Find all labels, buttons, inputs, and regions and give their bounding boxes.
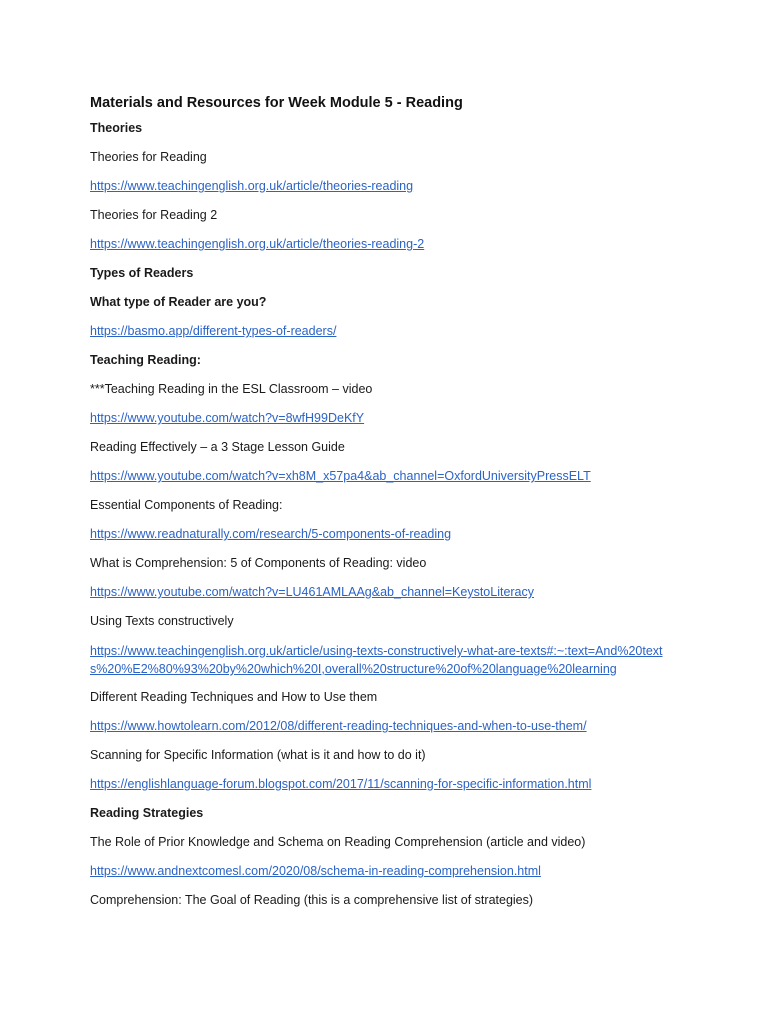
resource-link[interactable]: https://www.teachingenglish.org.uk/article/theories-reading [90,179,414,193]
resource-link[interactable]: https://www.andnextcomesl.com/2020/08/schema-in-reading-comprehension.html [90,864,541,878]
resource-label: The Role of Prior Knowledge and Schema on Reading Comprehension (article and video) [90,835,586,849]
resource-label: Essential Components of Reading: [90,498,283,512]
resource-label: Scanning for Specific Information (what is it and how to do it) [90,748,426,762]
resource-link[interactable]: https://www.readnaturally.com/research/5-components-of-reading [90,527,452,541]
section-heading-reading-strategies: Reading Strategies [90,806,204,820]
resource-link[interactable]: https://www.teachingenglish.org.uk/article/using-texts-constructively-what-are-texts#:~:text=And%20texts%20%E2%80%93%20by%20which%20I,overall%20structure%20of%20language%20learning [90,644,663,676]
resource-label: Comprehension: The Goal of Reading (this is a comprehensive list of strategies) [90,893,534,907]
resource-link[interactable]: https://www.youtube.com/watch?v=LU461AMLAAg&ab_channel=KeystoLiteracy [90,585,535,599]
resource-label: What is Comprehension: 5 of Components of Reading: video [90,556,427,570]
resource-link[interactable]: https://englishlanguage-forum.blogspot.com/2017/11/scanning-for-specific-information.html [90,777,592,791]
section-heading-types-of-readers: Types of Readers [90,266,194,280]
resource-link[interactable]: https://basmo.app/different-types-of-readers/ [90,324,337,338]
document-page [90,91,710,921]
page-title: Materials and Resources for Week Module 5 - Reading [90,95,463,111]
section-heading-theories: Theories [90,121,143,135]
resource-label: Theories for Reading [90,150,207,164]
section-heading-teaching-reading: Teaching Reading: [90,353,201,367]
resource-label: Different Reading Techniques and How to Use them [90,690,378,704]
resource-link[interactable]: https://www.howtolearn.com/2012/08/different-reading-techniques-and-when-to-use-them/ [90,719,587,733]
resource-label: Using Texts constructively [90,614,234,628]
resource-link[interactable]: https://www.youtube.com/watch?v=xh8M_x57pa4&ab_channel=OxfordUniversityPressELT [90,469,591,483]
resource-link[interactable]: https://www.teachingenglish.org.uk/article/theories-reading-2 [90,237,425,251]
resource-link[interactable]: https://www.youtube.com/watch?v=8wfH99DeKfY [90,411,365,425]
section-subheading: What type of Reader are you? [90,295,267,309]
resource-label: Theories for Reading 2 [90,208,218,222]
resource-label: ***Teaching Reading in the ESL Classroom – video [90,382,373,396]
resource-label: Reading Effectively – a 3 Stage Lesson Guide [90,440,345,454]
